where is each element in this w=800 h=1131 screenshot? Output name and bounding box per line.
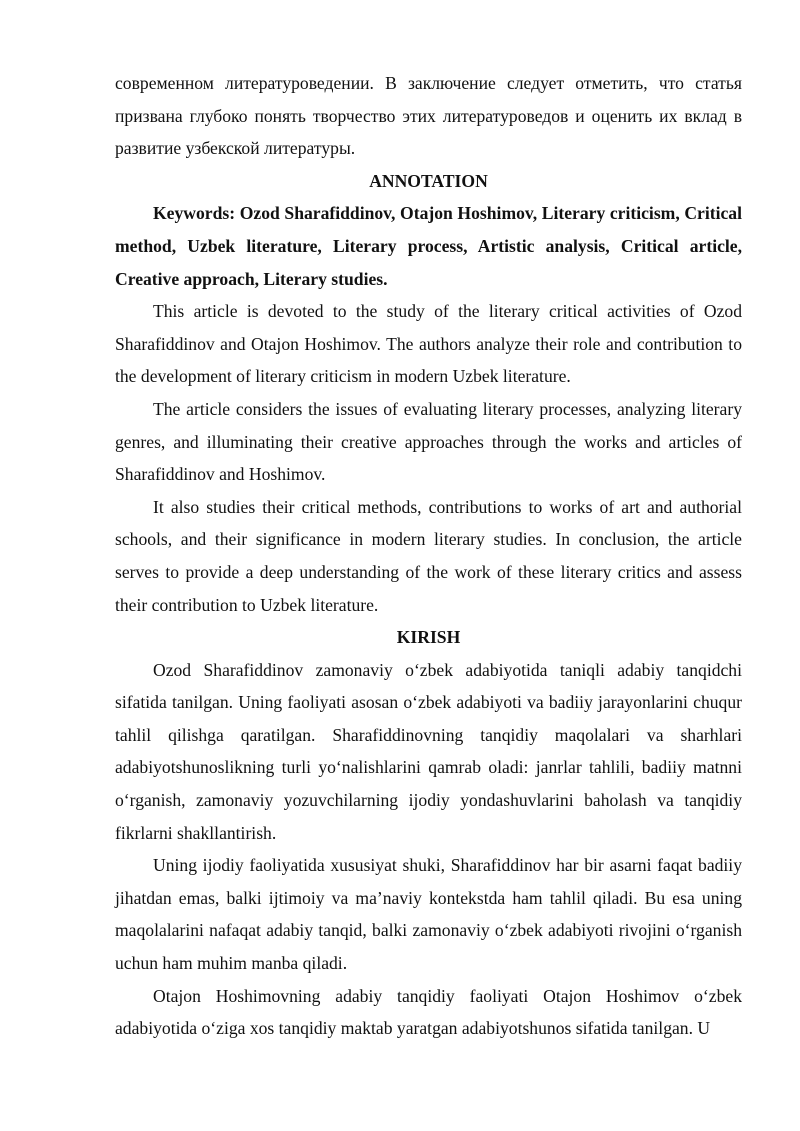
kirish-heading: KIRISH: [396, 627, 461, 648]
intro-continuation: современном литературоведении. В заключение следует отметить, что статья призвана глубоко понять творчество этих литературоведов и оценить их вклад в развитие узбекской литературы.: [115, 73, 742, 159]
kirish-paragraph: Ozod Sharafiddinov zamonaviy o‘zbek adabiyotida taniqli adabiy tanqidchi sifatida tanilgan. Uning faoliyati asosan o‘zbek adabiyoti va badiiy jarayonlarini chuqur tahlil qilishga qaratilgan. Sharafiddinovning tanqidiy maqolalari va sharhlari adabiyotshunoslikning turli yo‘nalishlarini qamrab oladi: janrlar tahlili, badiiy matnni o‘rganish, zamonaviy yozuvchilarning ijodiy yondashuvlarini baholash va tanqidiy fikrlarni shakllantirish.: [115, 659, 742, 843]
kirish-paragraph: Uning ijodiy faoliyatida xususiyat shuki, Sharafiddinov har bir asarni faqat badiiy jihatdan emas, balki ijtimoiy va ma’naviy kontekstda ham tahlil qiladi. Bu esa uning maqolalarini nafaqat adabiy tanqid, balki zamonaviy o‘zbek adabiyoti rivojini o‘rganish uchun ham muhim manba qiladi.: [115, 855, 742, 974]
annotation-paragraph: It also studies their critical methods, contributions to works of art and authorial schools, and their significance in modern literary studies. In conclusion, the article serves to provide a deep understanding of the work of these literary critics and assess their contribution to Uzbek literature.: [115, 496, 742, 615]
annotation-heading: ANNOTATION: [369, 170, 488, 191]
keywords-paragraph: Keywords: Ozod Sharafiddinov, Otajon Hoshimov, Literary criticism, Critical method, Uzbek literature, Literary process, Artistic analysis, Critical article, Creative approach, Literary studies.: [115, 203, 742, 289]
kirish-paragraph: Otajon Hoshimovning adabiy tanqidiy faoliyati Otajon Hoshimov o‘zbek adabiyotida o‘ziga xos tanqidiy maktab yaratgan adabiyotshunos sifatida tanilgan. U: [115, 985, 742, 1039]
annotation-paragraph: This article is devoted to the study of the literary critical activities of Ozod Sharafiddinov and Otajon Hoshimov. The authors analyze their role and contribution to the development of literary criticism in modern Uzbek literature.: [115, 301, 742, 387]
annotation-paragraph: The article considers the issues of evaluating literary processes, analyzing literary genres, and illuminating their creative approaches through the works and articles of Sharafiddinov and Hoshimov.: [115, 398, 742, 485]
